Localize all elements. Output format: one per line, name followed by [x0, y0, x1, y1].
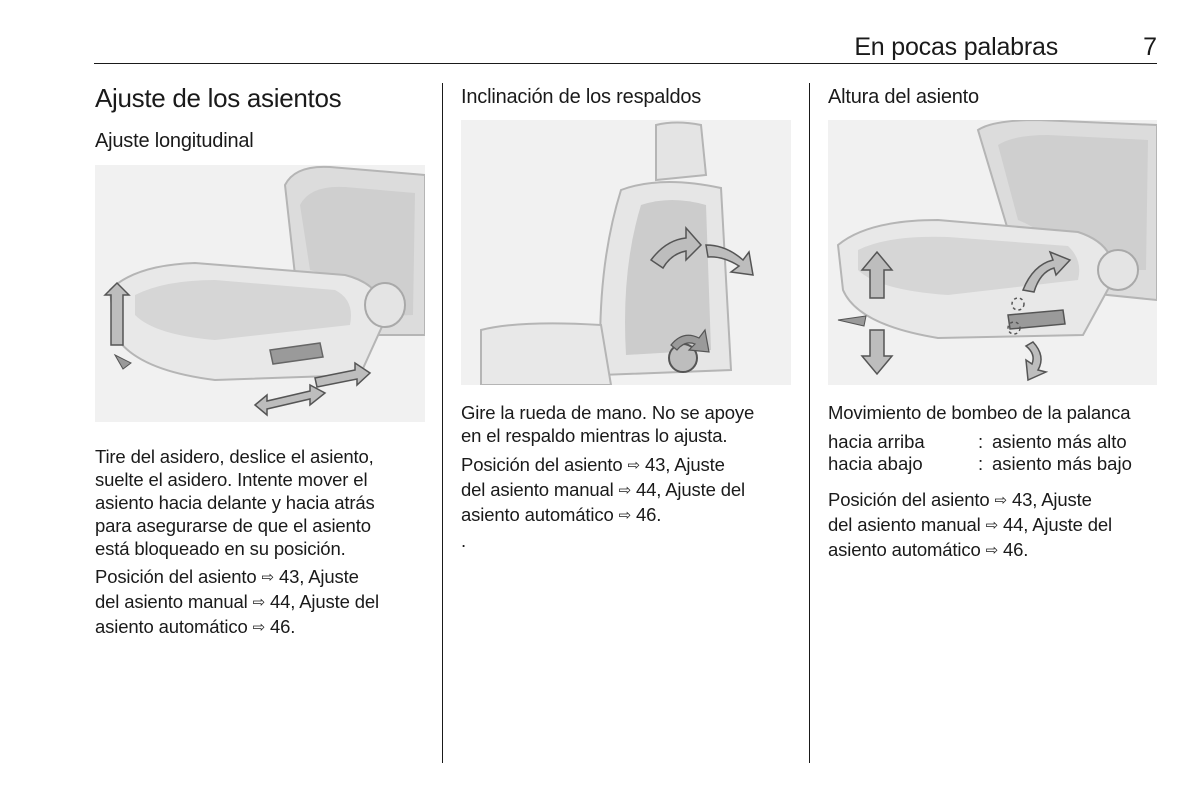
body-paragraph	[95, 445, 425, 560]
arrow-ref-icon: ⇨	[261, 569, 274, 586]
arrow-ref-icon: ⇨	[618, 482, 632, 499]
table-row	[828, 453, 1158, 475]
cross-reference[interactable]: Posición del asiento ⇨ 43, Ajuste del asiento manual ⇨ 44, Ajuste del asiento automático ⇨ 46.	[95, 566, 379, 637]
arrow-ref-icon: ⇨	[618, 507, 632, 524]
subsection-heading: Inclinación de los respaldos	[461, 86, 702, 108]
arrow-ref-icon: ⇨	[252, 594, 266, 611]
subsection-heading: Altura del asiento	[828, 86, 979, 108]
arrow-ref-icon: ⇨	[985, 542, 999, 559]
table-value: asiento más bajo	[992, 453, 1132, 474]
trailing-dot: .	[461, 530, 466, 551]
table-separator: :	[978, 453, 984, 474]
text-line: suelte el asidero. Intente mover el	[95, 469, 368, 490]
adjustment-table	[828, 431, 1158, 475]
cross-reference[interactable]: Posición del asiento ⇨ 43, Ajuste del asiento manual ⇨ 44, Ajuste del asiento automático ⇨ 46.	[461, 454, 745, 525]
table-value: asiento más alto	[992, 431, 1127, 452]
table-row	[828, 431, 1158, 453]
arrow-ref-icon: ⇨	[994, 492, 1007, 509]
column-divider-1	[442, 83, 443, 763]
backrest-drawing	[461, 120, 791, 385]
seat-slide-drawing	[95, 165, 425, 422]
seat-slide-illustration	[95, 165, 425, 422]
seat-height-drawing	[828, 120, 1157, 385]
table-key: hacia arriba	[828, 431, 925, 452]
text-line: para asegurarse de que el asiento	[95, 515, 371, 536]
text-line: está bloqueado en su posición.	[95, 538, 346, 559]
section-title: En pocas palabras	[854, 33, 1058, 61]
text-line: Tire del asidero, deslice el asiento,	[95, 446, 374, 467]
cross-reference[interactable]: Posición del asiento ⇨ 43, Ajuste del asiento manual ⇨ 44, Ajuste del asiento automático ⇨ 46.	[828, 489, 1112, 560]
intro-text: Movimiento de bombeo de la palanca	[828, 402, 1131, 423]
text-line: Gire la rueda de mano. No se apoye	[461, 402, 755, 423]
table-separator: :	[978, 431, 984, 452]
arrow-ref-icon: ⇨	[252, 619, 266, 636]
text-line: asiento hacia delante y hacia atrás	[95, 492, 375, 513]
section-heading: Ajuste de los asientos	[95, 83, 342, 113]
seat-height-illustration	[828, 120, 1157, 385]
column-divider-2	[809, 83, 810, 763]
arrow-ref-icon: ⇨	[627, 457, 640, 474]
header-divider	[94, 63, 1157, 64]
page-number: 7	[1143, 33, 1157, 61]
text-line: en el respaldo mientras lo ajusta.	[461, 425, 728, 446]
backrest-illustration	[461, 120, 791, 385]
subsection-heading: Ajuste longitudinal	[95, 130, 254, 152]
table-key: hacia abajo	[828, 453, 923, 474]
arrow-ref-icon: ⇨	[985, 517, 999, 534]
body-paragraph	[461, 401, 791, 447]
